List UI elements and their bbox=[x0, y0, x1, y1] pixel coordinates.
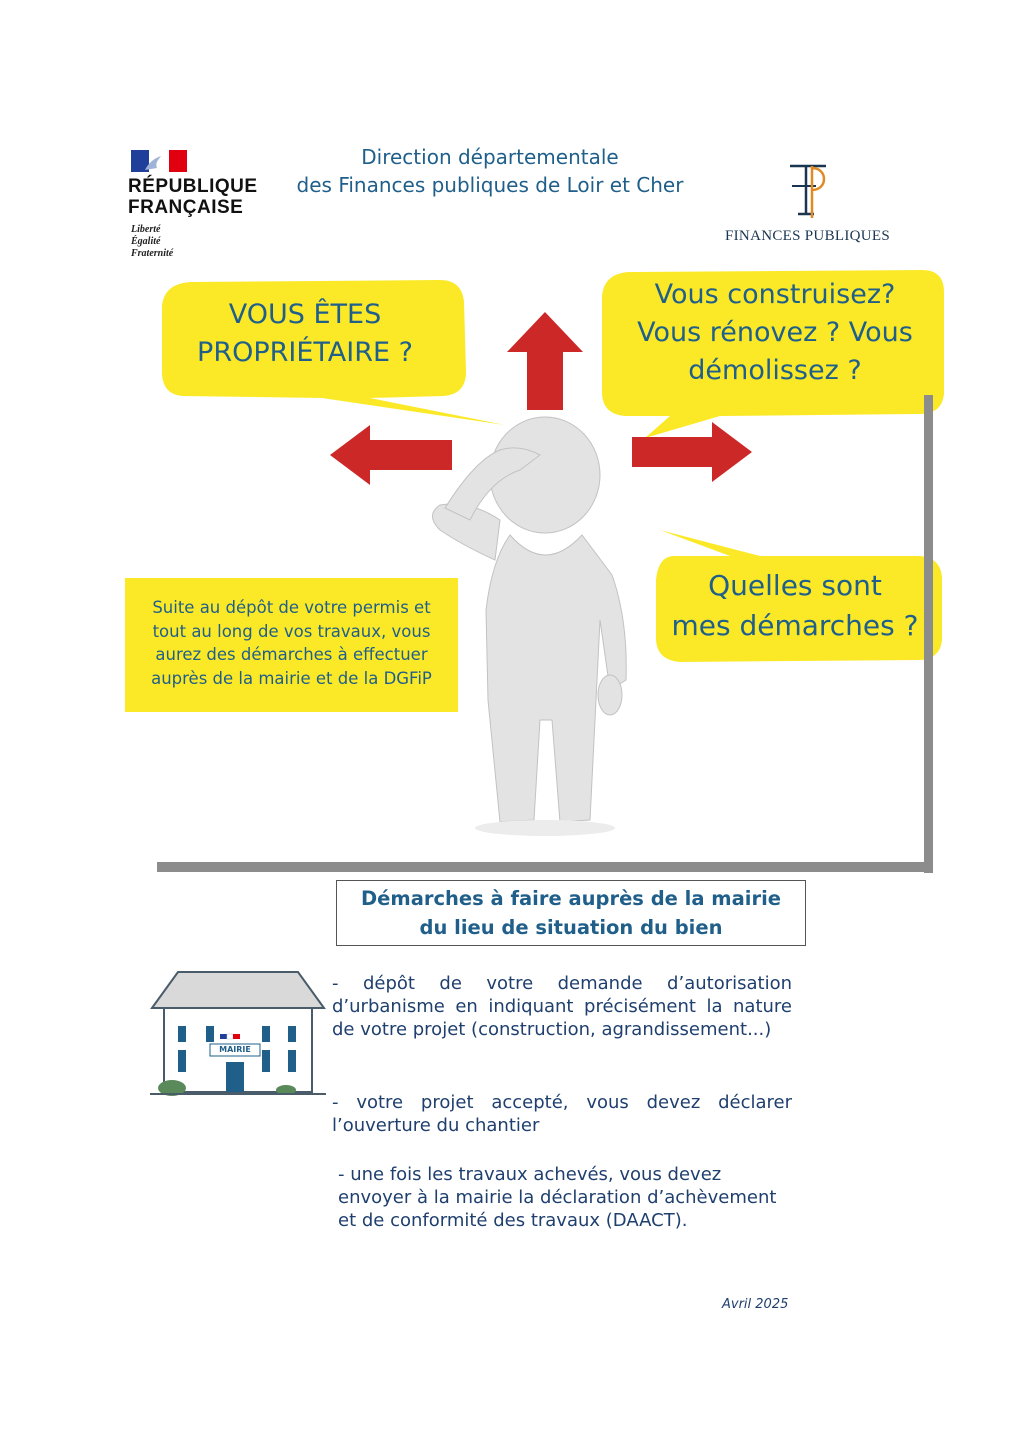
section-title-line-2: du lieu de situation du bien bbox=[419, 916, 723, 939]
arrow-right-icon bbox=[632, 422, 752, 482]
bubble-construisez-line: Vous rénovez ? Vous bbox=[637, 317, 913, 348]
info-box-line: auprès de la mairie et de la DGFiP bbox=[151, 668, 432, 688]
section-title-line-1: Démarches à faire auprès de la mairie bbox=[360, 887, 781, 910]
bubble-demarches-line: Quelles sont bbox=[708, 569, 882, 602]
step-ouverture: - votre projet accepté, vous devez déclarer l’ouverture du chantier bbox=[332, 1092, 792, 1136]
frame-border-bottom bbox=[157, 862, 933, 872]
bubble-proprietaire-line: VOUS ÊTES bbox=[228, 299, 382, 330]
motto-fraternite: Fraternité bbox=[131, 248, 174, 259]
rf-line-1: RÉPUBLIQUE bbox=[128, 176, 258, 197]
info-box-text bbox=[125, 596, 458, 690]
bubble-construisez-line: démolissez ? bbox=[688, 355, 862, 386]
section-title bbox=[336, 884, 806, 942]
info-box-line: aurez des démarches à effectuer bbox=[155, 645, 428, 664]
arrow-left-icon bbox=[330, 425, 452, 485]
motto-egalite: Égalité bbox=[131, 236, 161, 247]
info-box-line: Suite au dépôt de votre permis et bbox=[152, 598, 431, 617]
rf-line-2: FRANÇAISE bbox=[128, 197, 244, 218]
info-box-line: tout au long de vos travaux, vous bbox=[152, 621, 431, 641]
bubble-demarches bbox=[655, 566, 935, 646]
bubble-construisez bbox=[605, 276, 945, 390]
bubble-proprietaire bbox=[180, 296, 430, 372]
document-date: Avril 2025 bbox=[722, 1297, 789, 1312]
finances-publiques-label: FINANCES PUBLIQUES bbox=[725, 228, 891, 244]
bubble-demarches-line: mes démarches ? bbox=[671, 609, 919, 642]
motto-liberte: Liberté bbox=[131, 224, 161, 235]
mairie-building-icon bbox=[150, 968, 330, 1098]
arrow-up-icon bbox=[507, 312, 583, 410]
bubble-construisez-line: Vous construisez? bbox=[654, 279, 896, 310]
ddfip-line-1: Direction départementale bbox=[361, 145, 619, 169]
ddfip-line-2: des Finances publiques de Loir et Cher bbox=[296, 173, 684, 197]
step-daact: - une fois les travaux achevés, vous devez envoyer à la mairie la déclaration d’achèvement et de conformité des travaux (DAACT). bbox=[338, 1164, 777, 1231]
mairie-label: MAIRIE bbox=[219, 1045, 251, 1054]
bubble-proprietaire-line: PROPRIÉTAIRE ? bbox=[197, 337, 413, 368]
step-depot: - dépôt de votre demande d’autorisation d’urbanisme en indiquant précisément la nature de votre projet (construction, agrandissement...) bbox=[332, 973, 792, 1040]
thinking-figure bbox=[433, 417, 627, 822]
